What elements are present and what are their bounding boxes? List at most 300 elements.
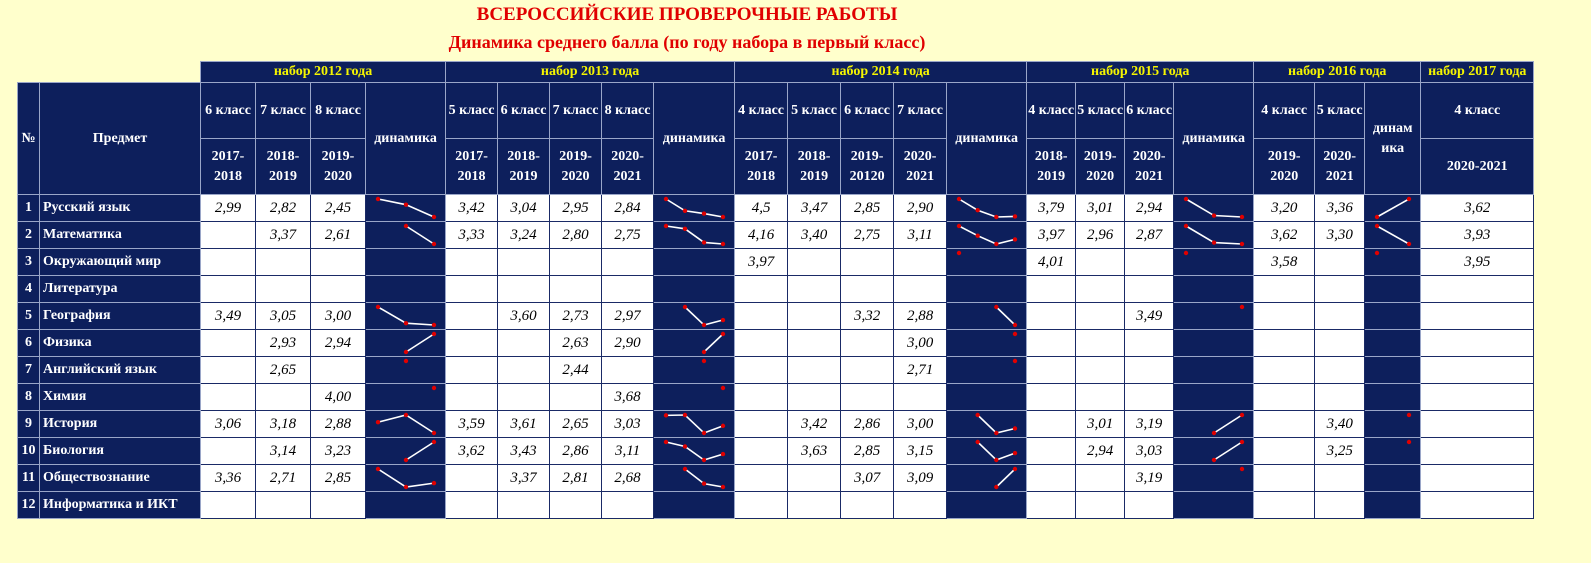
year-header: 2019-20120 — [841, 139, 894, 195]
score-cell: 3,37 — [256, 222, 311, 249]
score-cell — [1254, 384, 1315, 411]
score-cell — [1315, 330, 1365, 357]
group-header: набор 2016 года — [1254, 62, 1421, 83]
sparkline-chart — [366, 249, 446, 275]
score-cell: 2,96 — [1076, 222, 1125, 249]
row-number: 2 — [18, 222, 40, 249]
subject-name: Физика — [40, 330, 201, 357]
table-row — [18, 357, 1534, 384]
sparkline-point — [432, 386, 436, 390]
sparkline-point — [721, 452, 725, 456]
score-cell: 2,80 — [550, 222, 602, 249]
score-cell: 2,86 — [841, 411, 894, 438]
score-cell: 2,85 — [841, 438, 894, 465]
sparkline-cell — [1174, 222, 1254, 249]
score-cell: 3,36 — [201, 465, 256, 492]
sparkline-cell — [947, 330, 1027, 357]
score-cell: 3,03 — [1125, 438, 1174, 465]
score-cell — [1421, 384, 1534, 411]
score-cell: 2,90 — [602, 330, 654, 357]
score-cell — [1315, 276, 1365, 303]
sparkline-point — [1013, 323, 1017, 327]
score-cell: 3,49 — [201, 303, 256, 330]
table-row — [18, 492, 1534, 519]
sparkline-line — [378, 415, 434, 433]
sparkline-chart — [947, 276, 1027, 302]
grade-header: 4 класс — [1027, 83, 1076, 139]
year-header: 2017-2018 — [735, 139, 788, 195]
sparkline-chart — [947, 330, 1027, 356]
score-cell: 3,37 — [498, 465, 550, 492]
sparkline-chart — [1365, 222, 1421, 248]
sparkline-cell — [947, 384, 1027, 411]
sparkline-chart — [1365, 303, 1421, 329]
sparkline-cell — [654, 384, 735, 411]
score-cell — [201, 222, 256, 249]
sparkline-cell — [947, 357, 1027, 384]
sparkline-chart — [1174, 303, 1254, 329]
sparkline-point — [976, 208, 980, 212]
score-cell — [550, 492, 602, 519]
grade-header: 8 класс — [602, 83, 654, 139]
sparkline-point — [683, 413, 687, 417]
sparkline-chart — [1174, 384, 1254, 410]
sparkline-line — [978, 415, 1015, 433]
sparkline-chart — [947, 303, 1027, 329]
sparkline-cell — [654, 303, 735, 330]
score-cell: 2,99 — [201, 195, 256, 222]
sparkline-chart — [654, 303, 735, 329]
score-cell: 2,81 — [550, 465, 602, 492]
sparkline-line — [406, 442, 434, 460]
sparkline-chart — [366, 222, 446, 248]
score-cell: 3,25 — [1315, 438, 1365, 465]
sparkline-cell — [947, 438, 1027, 465]
score-cell: 2,88 — [894, 303, 947, 330]
score-cell: 2,86 — [550, 438, 602, 465]
sparkline-line — [704, 334, 723, 352]
sparkline-chart — [654, 330, 735, 356]
sparkline-point — [683, 227, 687, 231]
sparkline-point — [721, 215, 725, 219]
score-cell: 3,04 — [498, 195, 550, 222]
subject-header: Предмет — [40, 83, 201, 195]
sparkline-point — [432, 431, 436, 435]
sparkline-chart — [1174, 195, 1254, 221]
sparkline-point — [1184, 197, 1188, 201]
score-cell — [1315, 303, 1365, 330]
sparkline-point — [1375, 215, 1379, 219]
sparkline-point — [721, 485, 725, 489]
table-row — [18, 249, 1534, 276]
sparkline-cell — [366, 195, 446, 222]
sparkline-point — [1240, 305, 1244, 309]
score-cell — [1027, 357, 1076, 384]
sparkline-cell — [947, 492, 1027, 519]
subject-name: Информатика и ИКТ — [40, 492, 201, 519]
sparkline-cell — [654, 222, 735, 249]
sparkline-point — [1212, 213, 1216, 217]
score-cell: 2,44 — [550, 357, 602, 384]
sparkline-point — [994, 458, 998, 462]
sparkline-point — [1212, 431, 1216, 435]
sparkline-point — [1407, 197, 1411, 201]
score-cell: 3,24 — [498, 222, 550, 249]
dynamics-header: динамика — [654, 83, 735, 195]
score-cell — [550, 249, 602, 276]
grade-header: 7 класс — [256, 83, 311, 139]
subject-name: Обществознание — [40, 465, 201, 492]
sparkline-line — [1377, 199, 1409, 217]
score-cell: 3,11 — [602, 438, 654, 465]
sparkline-chart — [1365, 330, 1421, 356]
score-cell — [550, 276, 602, 303]
sparkline-chart — [366, 330, 446, 356]
group-header: набор 2012 года — [201, 62, 446, 83]
sparkline-line — [406, 226, 434, 244]
score-cell — [1421, 276, 1534, 303]
score-cell: 3,63 — [788, 438, 841, 465]
sparkline-point — [1240, 467, 1244, 471]
score-cell: 2,75 — [841, 222, 894, 249]
sparkline-point — [1013, 237, 1017, 241]
score-cell: 3,93 — [1421, 222, 1534, 249]
score-cell — [1421, 492, 1534, 519]
score-cell — [1254, 357, 1315, 384]
table-row — [18, 195, 1534, 222]
year-header: 2018-2019 — [498, 139, 550, 195]
score-cell — [735, 303, 788, 330]
sparkline-point — [1184, 251, 1188, 255]
table-row — [18, 384, 1534, 411]
sparkline-chart — [654, 195, 735, 221]
score-cell — [1027, 384, 1076, 411]
group-header: набор 2013 года — [446, 62, 735, 83]
sparkline-cell — [366, 465, 446, 492]
sparkline-cell — [654, 465, 735, 492]
sparkline-cell — [366, 303, 446, 330]
sparkline-cell — [366, 249, 446, 276]
score-cell — [1027, 303, 1076, 330]
sparkline-line — [666, 442, 723, 460]
score-cell: 2,84 — [602, 195, 654, 222]
table-row — [18, 438, 1534, 465]
score-cell: 3,61 — [498, 411, 550, 438]
sparkline-point — [1240, 413, 1244, 417]
subject-name: История — [40, 411, 201, 438]
table-row — [18, 465, 1534, 492]
sparkline-cell — [1365, 303, 1421, 330]
sparkline-point — [721, 424, 725, 428]
score-cell: 2,65 — [256, 357, 311, 384]
grade-header: 7 класс — [894, 83, 947, 139]
sparkline-cell — [654, 195, 735, 222]
sparkline-cell — [366, 330, 446, 357]
sparkline-line — [1214, 442, 1242, 460]
score-cell: 3,68 — [602, 384, 654, 411]
score-cell: 3,19 — [1125, 465, 1174, 492]
sparkline-chart — [366, 276, 446, 302]
score-cell — [735, 276, 788, 303]
sparkline-point — [404, 458, 408, 462]
grade-header: 4 класс — [1421, 83, 1534, 139]
sparkline-chart — [1174, 330, 1254, 356]
score-cell — [498, 276, 550, 303]
row-number: 1 — [18, 195, 40, 222]
score-cell — [1254, 276, 1315, 303]
sparkline-chart — [366, 492, 446, 518]
sparkline-line — [378, 199, 434, 217]
sparkline-chart — [654, 384, 735, 410]
sparkline-point — [404, 359, 408, 363]
grade-header: 4 класс — [735, 83, 788, 139]
year-header: 2019-2020 — [550, 139, 602, 195]
row-number: 8 — [18, 384, 40, 411]
score-cell — [735, 330, 788, 357]
row-number: 6 — [18, 330, 40, 357]
sparkline-cell — [1174, 384, 1254, 411]
sparkline-chart — [1365, 357, 1421, 383]
score-cell: 3,00 — [894, 330, 947, 357]
score-cell: 3,58 — [1254, 249, 1315, 276]
sparkline-chart — [654, 276, 735, 302]
sparkline-point — [994, 215, 998, 219]
score-cell — [602, 249, 654, 276]
sparkline-point — [432, 242, 436, 246]
score-cell — [1421, 411, 1534, 438]
group-header: набор 2014 года — [735, 62, 1027, 83]
score-cell — [1076, 384, 1125, 411]
sparkline-cell — [1365, 357, 1421, 384]
sparkline-point — [1013, 332, 1017, 336]
table-row — [18, 222, 1534, 249]
row-number: 9 — [18, 411, 40, 438]
row-number: 12 — [18, 492, 40, 519]
score-cell — [201, 438, 256, 465]
score-cell: 3,05 — [256, 303, 311, 330]
sparkline-point — [1407, 413, 1411, 417]
sparkline-point — [376, 197, 380, 201]
score-cell: 3,33 — [446, 222, 498, 249]
page-subtitle: Динамика среднего балла (по году набора в первый класс) — [448, 32, 926, 52]
sparkline-point — [994, 305, 998, 309]
sparkline-chart — [654, 438, 735, 464]
score-cell — [1125, 357, 1174, 384]
grade-header: 5 класс — [446, 83, 498, 139]
score-cell — [735, 384, 788, 411]
score-cell — [498, 384, 550, 411]
score-cell — [498, 249, 550, 276]
sparkline-chart — [1174, 438, 1254, 464]
score-cell: 4,5 — [735, 195, 788, 222]
grade-header: 6 класс — [498, 83, 550, 139]
score-cell: 3,11 — [894, 222, 947, 249]
score-cell: 2,85 — [311, 465, 366, 492]
year-header: 2019-2020 — [1076, 139, 1125, 195]
score-cell — [1076, 249, 1125, 276]
score-cell: 2,75 — [602, 222, 654, 249]
sparkline-point — [404, 321, 408, 325]
score-cell — [1076, 357, 1125, 384]
row-number: 11 — [18, 465, 40, 492]
sparkline-chart — [654, 465, 735, 491]
sparkline-point — [1013, 451, 1017, 455]
sparkline-chart — [947, 357, 1027, 383]
sparkline-point — [1375, 224, 1379, 228]
dynamics-header: динамика — [947, 83, 1027, 195]
score-cell — [1125, 249, 1174, 276]
year-header: 2019-2020 — [311, 139, 366, 195]
score-cell — [841, 492, 894, 519]
grade-header: 6 класс — [201, 83, 256, 139]
sparkline-point — [702, 431, 706, 435]
sparkline-point — [702, 359, 706, 363]
score-cell — [1076, 303, 1125, 330]
sparkline-cell — [654, 438, 735, 465]
score-cell — [735, 411, 788, 438]
sparkline-chart — [1365, 249, 1421, 275]
sparkline-chart — [1365, 276, 1421, 302]
sparkline-point — [432, 332, 436, 336]
score-cell — [1421, 465, 1534, 492]
score-cell: 2,97 — [602, 303, 654, 330]
sparkline-point — [721, 318, 725, 322]
year-header: 2017-2018 — [201, 139, 256, 195]
sparkline-cell — [1365, 492, 1421, 519]
score-cell — [550, 384, 602, 411]
score-cell — [841, 384, 894, 411]
sparkline-chart — [1174, 357, 1254, 383]
sparkline-point — [1240, 215, 1244, 219]
sparkline-cell — [947, 222, 1027, 249]
sparkline-line — [666, 199, 723, 217]
num-header: № — [18, 83, 40, 195]
sparkline-cell — [366, 492, 446, 519]
score-cell — [256, 276, 311, 303]
grade-header: 5 класс — [1076, 83, 1125, 139]
sparkline-cell — [1174, 249, 1254, 276]
sparkline-chart — [1365, 438, 1421, 464]
score-cell — [201, 357, 256, 384]
sparkline-cell — [1174, 303, 1254, 330]
sparkline-chart — [366, 438, 446, 464]
sparkline-point — [404, 485, 408, 489]
score-cell — [446, 384, 498, 411]
score-cell — [1125, 384, 1174, 411]
score-cell: 2,90 — [894, 195, 947, 222]
sparkline-chart — [947, 465, 1027, 491]
sparkline-cell — [1365, 411, 1421, 438]
sparkline-cell — [1365, 330, 1421, 357]
score-cell — [788, 330, 841, 357]
score-cell — [1027, 492, 1076, 519]
sparkline-chart — [366, 411, 446, 437]
score-cell — [201, 384, 256, 411]
table-row — [18, 411, 1534, 438]
sparkline-cell — [947, 249, 1027, 276]
sparkline-cell — [1174, 411, 1254, 438]
sparkline-chart — [654, 357, 735, 383]
score-cell: 2,95 — [550, 195, 602, 222]
sparkline-point — [957, 224, 961, 228]
sparkline-point — [1184, 224, 1188, 228]
year-header: 2020-2021 — [602, 139, 654, 195]
score-cell — [1254, 411, 1315, 438]
sparkline-chart — [654, 249, 735, 275]
score-cell: 3,06 — [201, 411, 256, 438]
sparkline-chart — [654, 492, 735, 518]
sparkline-cell — [947, 276, 1027, 303]
sparkline-point — [1013, 467, 1017, 471]
sparkline-chart — [1365, 492, 1421, 518]
subject-name: Математика — [40, 222, 201, 249]
sparkline-line — [996, 307, 1015, 325]
sparkline-cell — [1365, 465, 1421, 492]
score-cell: 3,42 — [446, 195, 498, 222]
sparkline-cell — [1365, 438, 1421, 465]
score-cell: 3,36 — [1315, 195, 1365, 222]
score-cell — [446, 330, 498, 357]
sparkline-point — [976, 234, 980, 238]
row-number: 3 — [18, 249, 40, 276]
score-cell: 3,18 — [256, 411, 311, 438]
sparkline-chart — [1365, 411, 1421, 437]
score-cell: 3,30 — [1315, 222, 1365, 249]
score-cell — [602, 492, 654, 519]
score-cell — [311, 357, 366, 384]
score-cell: 3,97 — [1027, 222, 1076, 249]
sparkline-point — [702, 240, 706, 244]
score-cell — [311, 492, 366, 519]
score-cell: 3,47 — [788, 195, 841, 222]
table-row — [18, 303, 1534, 330]
score-cell — [788, 303, 841, 330]
sparkline-cell — [366, 276, 446, 303]
score-cell — [1421, 438, 1534, 465]
score-cell — [735, 438, 788, 465]
sparkline-point — [664, 197, 668, 201]
score-cell — [1076, 465, 1125, 492]
score-cell: 3,40 — [788, 222, 841, 249]
score-cell: 2,71 — [256, 465, 311, 492]
sparkline-point — [1407, 242, 1411, 246]
score-cell — [256, 492, 311, 519]
table-row — [18, 330, 1534, 357]
sparkline-cell — [1365, 276, 1421, 303]
score-cell: 2,71 — [894, 357, 947, 384]
sparkline-line — [378, 469, 434, 487]
score-cell: 4,16 — [735, 222, 788, 249]
score-cell: 2,82 — [256, 195, 311, 222]
sparkline-point — [683, 467, 687, 471]
results-table — [17, 61, 1534, 519]
sparkline-point — [664, 224, 668, 228]
score-cell — [498, 330, 550, 357]
sparkline-cell — [1174, 330, 1254, 357]
score-cell — [201, 249, 256, 276]
sparkline-point — [957, 251, 961, 255]
sparkline-chart — [1174, 465, 1254, 491]
sparkline-point — [1013, 214, 1017, 218]
year-header: 2020-2021 — [894, 139, 947, 195]
score-cell — [841, 249, 894, 276]
score-cell — [788, 465, 841, 492]
grade-header: 5 класс — [1315, 83, 1365, 139]
sparkline-cell — [1365, 384, 1421, 411]
sparkline-cell — [366, 222, 446, 249]
page-title: ВСЕРОССИЙСКИЕ ПРОВЕРОЧНЫЕ РАБОТЫ — [476, 4, 898, 25]
score-cell: 2,93 — [256, 330, 311, 357]
